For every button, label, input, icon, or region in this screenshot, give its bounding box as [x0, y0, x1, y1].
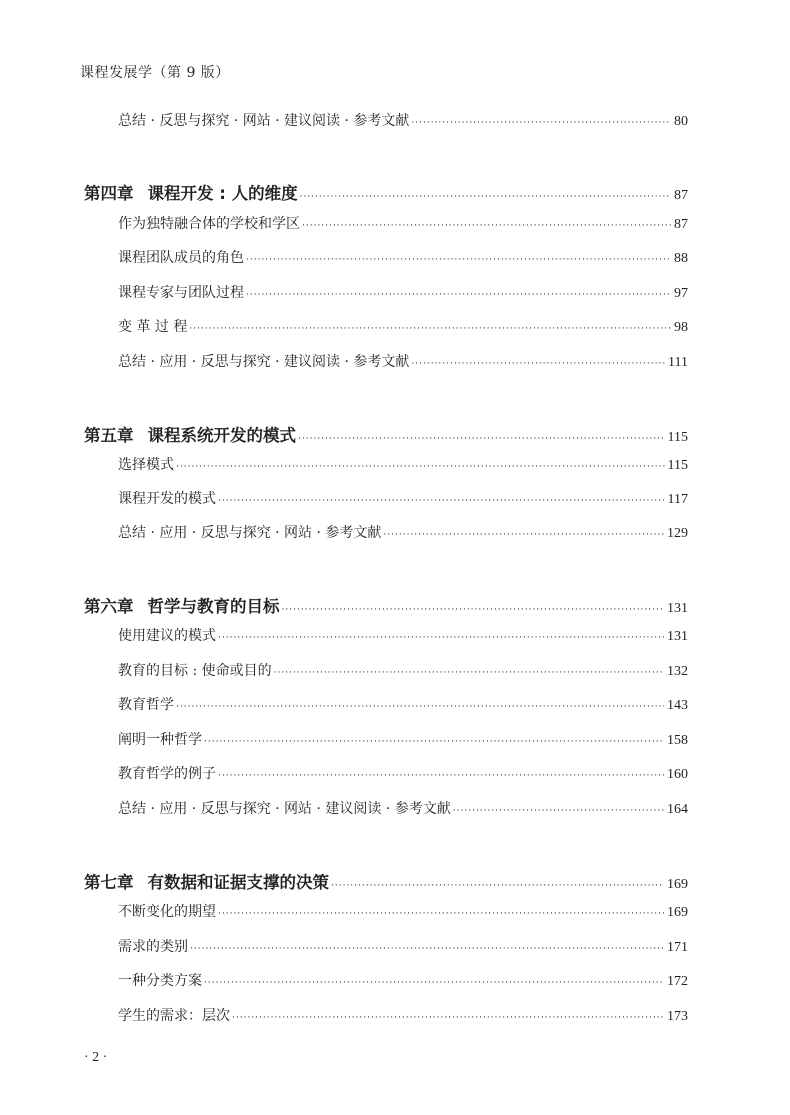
toc-section-title: 课程专家与团队过程 [118, 285, 244, 301]
toc-page-number: 143 [667, 698, 688, 713]
dot-leader [274, 669, 664, 678]
toc-section-row[interactable] [118, 351, 688, 371]
toc-page-number: 129 [667, 526, 688, 541]
toc-section-row[interactable] [118, 454, 688, 474]
toc-section-title: 课程开发的模式 [118, 491, 216, 507]
dot-leader [383, 531, 664, 540]
toc-section-title: 作为独特融合体的学校和学区 [118, 216, 300, 232]
toc-page-number: 117 [667, 492, 688, 507]
toc-page-number: 158 [667, 733, 688, 748]
dot-leader [176, 463, 665, 472]
dot-leader [204, 979, 664, 988]
toc-section-title: 使用建议的模式 [118, 628, 216, 644]
toc-chapter-number: 第四章 [84, 184, 134, 203]
toc-section-title: 教育的目标 : 使命或目的 [118, 663, 272, 679]
toc-chapter-row[interactable] [84, 869, 688, 893]
toc-section-title: 变 革 过 程 [118, 319, 188, 335]
toc-page-number: 172 [667, 974, 688, 989]
toc-section-title: 教育哲学的例子 [118, 766, 216, 782]
toc-chapter-number: 第七章 [84, 873, 134, 892]
toc-page-number: 169 [667, 877, 688, 892]
toc-section-row[interactable] [118, 901, 688, 921]
toc-section-title: 总结 · 应用 · 反思与探究 · 建议阅读 · 参考文献 [118, 354, 410, 370]
toc-chapter-row[interactable] [84, 180, 688, 204]
toc-section-title: 教育哲学 [118, 697, 174, 713]
dot-leader [302, 222, 671, 231]
toc-chapter-title: 哲学与教育的目标 [147, 597, 280, 616]
toc-page-number: 88 [674, 251, 688, 266]
toc-section-title: 课程团队成员的角色 [118, 250, 244, 266]
toc-chapter-number: 第五章 [84, 426, 134, 445]
toc-section-row[interactable] [118, 247, 688, 267]
toc-section-row[interactable] [118, 488, 688, 508]
toc-page-number: 98 [674, 320, 688, 335]
toc-section-row[interactable] [118, 660, 688, 680]
toc-page-number: 131 [667, 601, 688, 616]
toc-page-number: 115 [667, 458, 688, 473]
dot-leader [246, 256, 671, 265]
toc-page-number: 173 [667, 1009, 688, 1024]
dot-leader [218, 910, 664, 919]
toc-section-row[interactable] [118, 798, 688, 818]
toc-section-row[interactable] [118, 625, 688, 645]
toc-page-number: 131 [667, 629, 688, 644]
toc-chapter-title: 课程开发 : 人的维度 [147, 184, 298, 203]
toc-page-number: 97 [674, 286, 688, 301]
dot-leader [218, 634, 664, 643]
toc-page-number: 164 [667, 802, 688, 817]
dot-leader [232, 1014, 664, 1023]
toc-section-row[interactable] [118, 694, 688, 714]
dot-leader [176, 703, 664, 712]
toc-chapter-title: 有数据和证据支撑的决策 [147, 873, 329, 892]
toc-page-number: 132 [667, 664, 688, 679]
toc-section-title: 不断变化的期望 [118, 904, 216, 920]
dot-leader [218, 497, 665, 506]
toc-section-title: 总结 · 应用 · 反思与探究 · 网站 · 参考文献 [118, 525, 382, 541]
dot-leader [331, 882, 664, 891]
toc-page-number: 160 [667, 767, 688, 782]
dot-leader [300, 193, 671, 202]
dot-leader [453, 807, 664, 816]
toc-section-row[interactable] [118, 1005, 688, 1025]
toc-page-number: 169 [667, 905, 688, 920]
dot-leader [298, 435, 665, 444]
toc-section-row[interactable] [118, 763, 688, 783]
page-folio: · 2 · [84, 1050, 108, 1065]
toc-chapter-title: 课程系统开发的模式 [147, 426, 296, 445]
toc-page-number: 111 [668, 355, 688, 370]
toc-section-title: 阐明一种哲学 [118, 732, 202, 748]
dot-leader [282, 606, 665, 615]
dot-leader [218, 772, 664, 781]
toc-section-row[interactable] [118, 213, 688, 233]
toc-section-row[interactable] [118, 316, 688, 336]
toc-page-number: 87 [674, 217, 688, 232]
toc-section-title: 需求的类别 [118, 939, 188, 955]
toc-section-title: 总结 · 反思与探究 · 网站 · 建议阅读 · 参考文献 [118, 113, 410, 129]
toc-section-title: 一种分类方案 [118, 973, 202, 989]
toc-section-row[interactable] [118, 282, 688, 302]
toc-page-number: 87 [674, 188, 688, 203]
dot-leader [411, 119, 671, 128]
toc-chapter-number: 第六章 [84, 597, 134, 616]
toc-section-row[interactable] [118, 970, 688, 990]
dot-leader [246, 291, 671, 300]
toc-section-row[interactable] [118, 729, 688, 749]
toc-section-row[interactable] [118, 936, 688, 956]
toc-section-row[interactable] [118, 110, 688, 130]
toc-page-number: 115 [667, 430, 688, 445]
dot-leader [204, 738, 664, 747]
dot-leader [411, 360, 665, 369]
toc-chapter-row[interactable] [84, 422, 688, 446]
toc-section-row[interactable] [118, 522, 688, 542]
toc-page-number: 171 [667, 940, 688, 955]
toc-chapter-row[interactable] [84, 593, 688, 617]
dot-leader [189, 325, 671, 334]
toc-page-number: 80 [674, 114, 688, 129]
toc-section-title: 选择模式 [118, 457, 174, 473]
dot-leader [190, 945, 664, 954]
toc-section-title: 总结 · 应用 · 反思与探究 · 网站 · 建议阅读 · 参考文献 [118, 801, 451, 817]
running-head: 课程发展学（第 9 版） [80, 65, 230, 81]
toc-section-title: 学生的需求：层次 [118, 1008, 230, 1024]
